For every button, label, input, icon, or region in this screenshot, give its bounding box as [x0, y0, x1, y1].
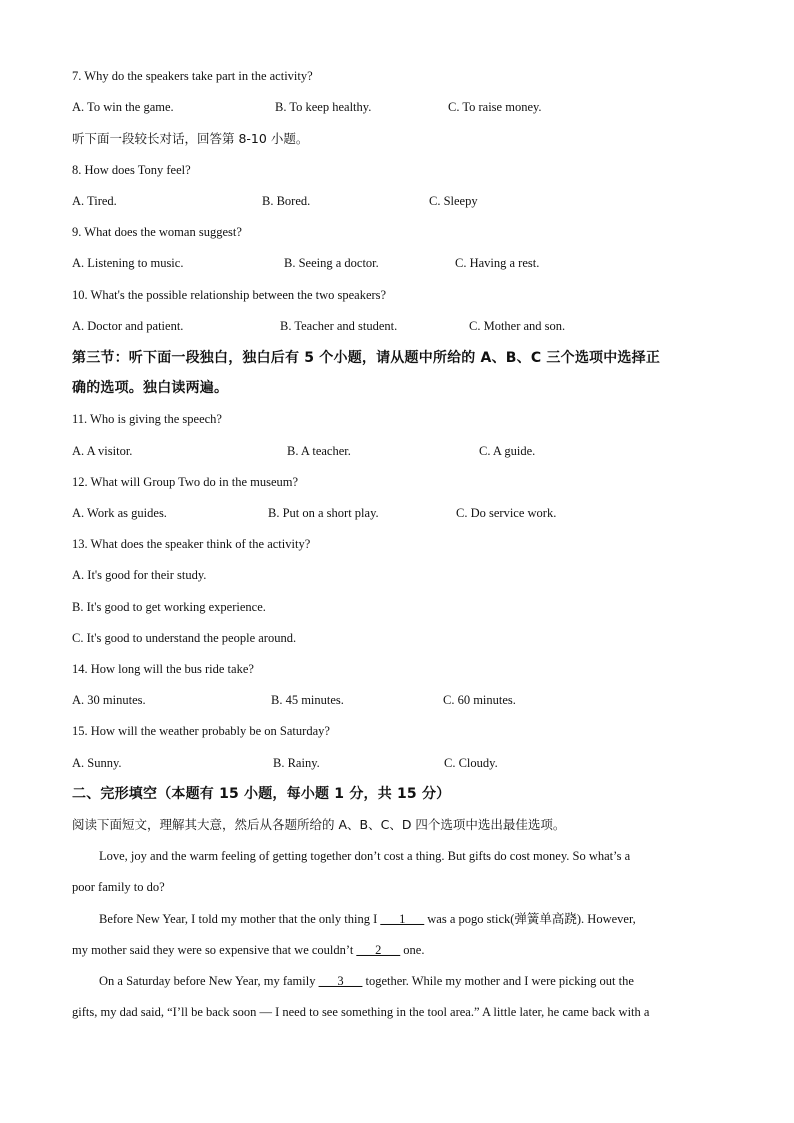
passage-p2-line-1: [99, 911, 636, 927]
passage-text: On a Saturday before New Year, my family: [99, 974, 319, 988]
q8-option-b: B. Bored.: [262, 194, 311, 208]
q7-option-c: C. To raise money.: [448, 100, 542, 114]
section-3-heading-line-1: 第三节：听下面一段独白，独白后有 5 个小题，请从题中所给的 A、B、C 三个选项中选择正: [72, 350, 661, 366]
q10-option-b: B. Teacher and student.: [280, 319, 398, 333]
question-13: 13. What does the speaker think of the activity?: [72, 537, 311, 551]
passage-text: together. While my mother and I were picking out the: [362, 974, 634, 988]
q13-option-c: C. It's good to understand the people around.: [72, 631, 297, 645]
question-15: 15. How will the weather probably be on Saturday?: [72, 724, 330, 738]
q12-option-a: A. Work as guides.: [72, 506, 167, 520]
part-2-instruction: 阅读下面短文，理解其大意，然后从各题所给的 A、B、C、D 四个选项中选出最佳选项。: [72, 817, 566, 832]
passage-text: was a pogo stick(弹簧单高跷). However,: [424, 912, 636, 926]
section-3-heading-line-2: 确的选项。独白读两遍。: [72, 380, 229, 396]
q8-option-c: C. Sleepy: [429, 194, 478, 208]
q14-option-c: C. 60 minutes.: [443, 693, 516, 707]
q13-option-b: B. It's good to get working experience.: [72, 600, 266, 614]
q14-option-b: B. 45 minutes.: [271, 693, 344, 707]
question-12: 12. What will Group Two do in the museum?: [72, 475, 299, 489]
q11-option-c: C. A guide.: [479, 444, 536, 458]
question-9: 9. What does the woman suggest?: [72, 225, 242, 239]
q9-option-a: A. Listening to music.: [72, 256, 184, 270]
question-14: 14. How long will the bus ride take?: [72, 662, 254, 676]
question-7: 7. Why do the speakers take part in the activity?: [72, 69, 313, 83]
q12-option-c: C. Do service work.: [456, 506, 557, 520]
part-2-title: 二、完形填空（本题有 15 小题，每小题 1 分，共 15 分）: [72, 786, 451, 802]
passage-text: one.: [400, 943, 425, 957]
passage-text: Before New Year, I told my mother that the only thing I: [99, 912, 381, 926]
blank-2: ___2___: [356, 943, 401, 957]
passage-p3-line-1: [99, 973, 634, 989]
q14-option-a: A. 30 minutes.: [72, 693, 146, 707]
blank-3: ___3___: [318, 974, 363, 988]
question-10: 10. What's the possible relationship between the two speakers?: [72, 288, 387, 302]
q11-option-b: B. A teacher.: [287, 444, 351, 458]
passage-p2-line-2: [72, 942, 424, 958]
passage-p1-line-2: poor family to do?: [72, 880, 165, 894]
instruction-8-10: 听下面一段较长对话，回答第 8-10 小题。: [72, 131, 309, 146]
q12-option-b: B. Put on a short play.: [268, 506, 379, 520]
q13-option-a: A. It's good for their study.: [72, 568, 207, 582]
q9-option-c: C. Having a rest.: [455, 256, 540, 270]
passage-p3-line-2: gifts, my dad said, “I’ll be back soon — I need to see something in the tool area.” A little later, he came back with a: [72, 1005, 650, 1019]
passage-p1-line-1: Love, joy and the warm feeling of getting together don’t cost a thing. But gifts do cost money. So what’s a: [99, 849, 631, 863]
q7-option-b: B. To keep healthy.: [275, 100, 372, 114]
q11-option-a: A. A visitor.: [72, 444, 133, 458]
question-8: 8. How does Tony feel?: [72, 163, 191, 177]
blank-1: ___1___: [380, 912, 425, 926]
question-11: 11. Who is giving the speech?: [72, 412, 222, 426]
q15-option-a: A. Sunny.: [72, 756, 122, 770]
q8-option-a: A. Tired.: [72, 194, 117, 208]
q15-option-c: C. Cloudy.: [444, 756, 498, 770]
q9-option-b: B. Seeing a doctor.: [284, 256, 379, 270]
passage-text: my mother said they were so expensive that we couldn’t: [72, 943, 357, 957]
q7-option-a: A. To win the game.: [72, 100, 174, 114]
q15-option-b: B. Rainy.: [273, 756, 320, 770]
q10-option-a: A. Doctor and patient.: [72, 319, 184, 333]
q10-option-c: C. Mother and son.: [469, 319, 566, 333]
